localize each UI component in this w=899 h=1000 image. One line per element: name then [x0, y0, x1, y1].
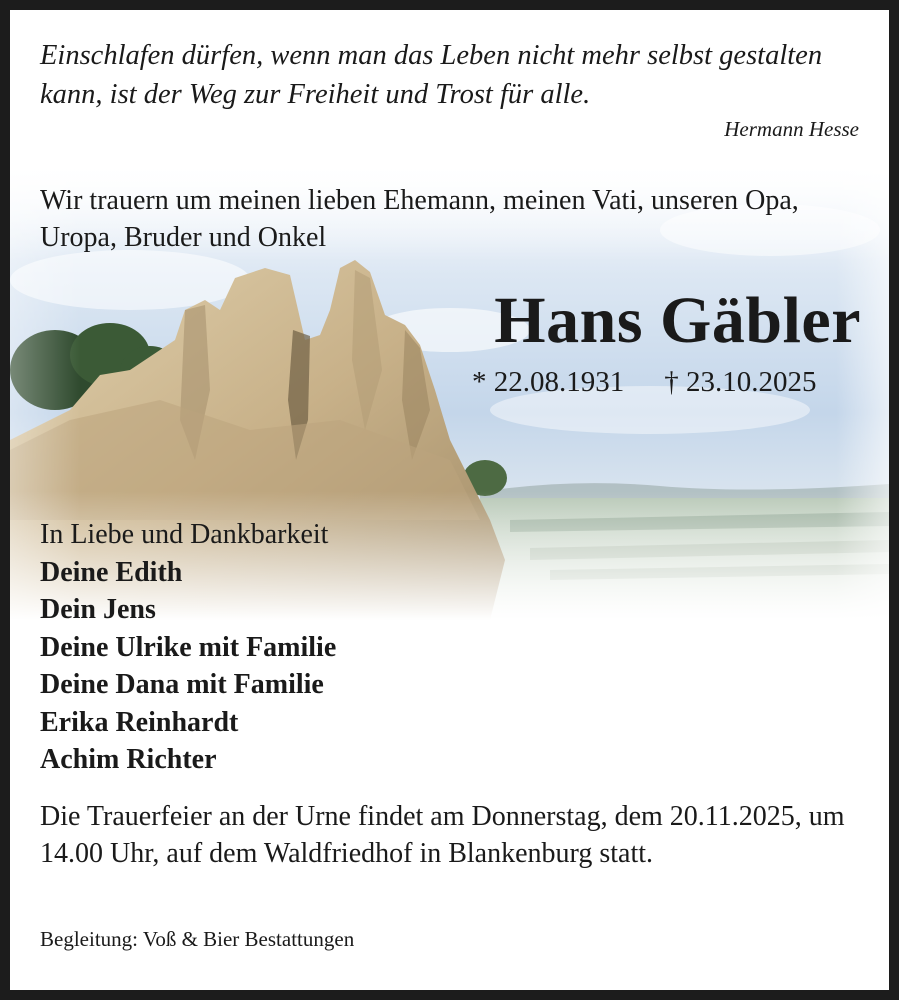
funeral-details: Die Trauerfeier an der Urne findet am Donnerstag, dem 20.11.2025, um 14.00 Uhr, auf dem Waldfriedhof in Blankenburg statt.: [40, 801, 845, 869]
quote-author: Hermann Hesse: [724, 117, 859, 141]
mourners-list: [40, 516, 336, 779]
mourner-name: Achim Richter: [40, 744, 217, 775]
mourner-name: Deine Dana mit Familie: [40, 669, 324, 700]
mourner-name: Erika Reinhardt: [40, 706, 239, 738]
undertaker-credit: Begleitung: Voß & Bier Bestattungen: [40, 927, 355, 951]
birth-date: * 22.08.1931: [472, 366, 625, 398]
quote-text: Einschlafen dürfen, wenn man das Leben nicht mehr selbst gestalten kann, ist der Weg zur Freiheit und Trost für alle.: [40, 40, 823, 110]
deceased-name: Hans Gäbler: [494, 284, 861, 357]
mourners-lead: In Liebe und Dankbarkeit: [40, 519, 329, 550]
mourning-intro: Wir trauern um meinen lieben Ehemann, meinen Vati, unseren Opa, Uropa, Bruder und Onkel: [40, 185, 799, 253]
mourner-name: Deine Ulrike mit Familie: [40, 631, 337, 663]
mourner-name: Dein Jens: [40, 594, 156, 625]
life-dates: [472, 366, 817, 399]
death-date: † 23.10.2025: [664, 366, 817, 398]
mourner-name: Deine Edith: [40, 556, 183, 588]
